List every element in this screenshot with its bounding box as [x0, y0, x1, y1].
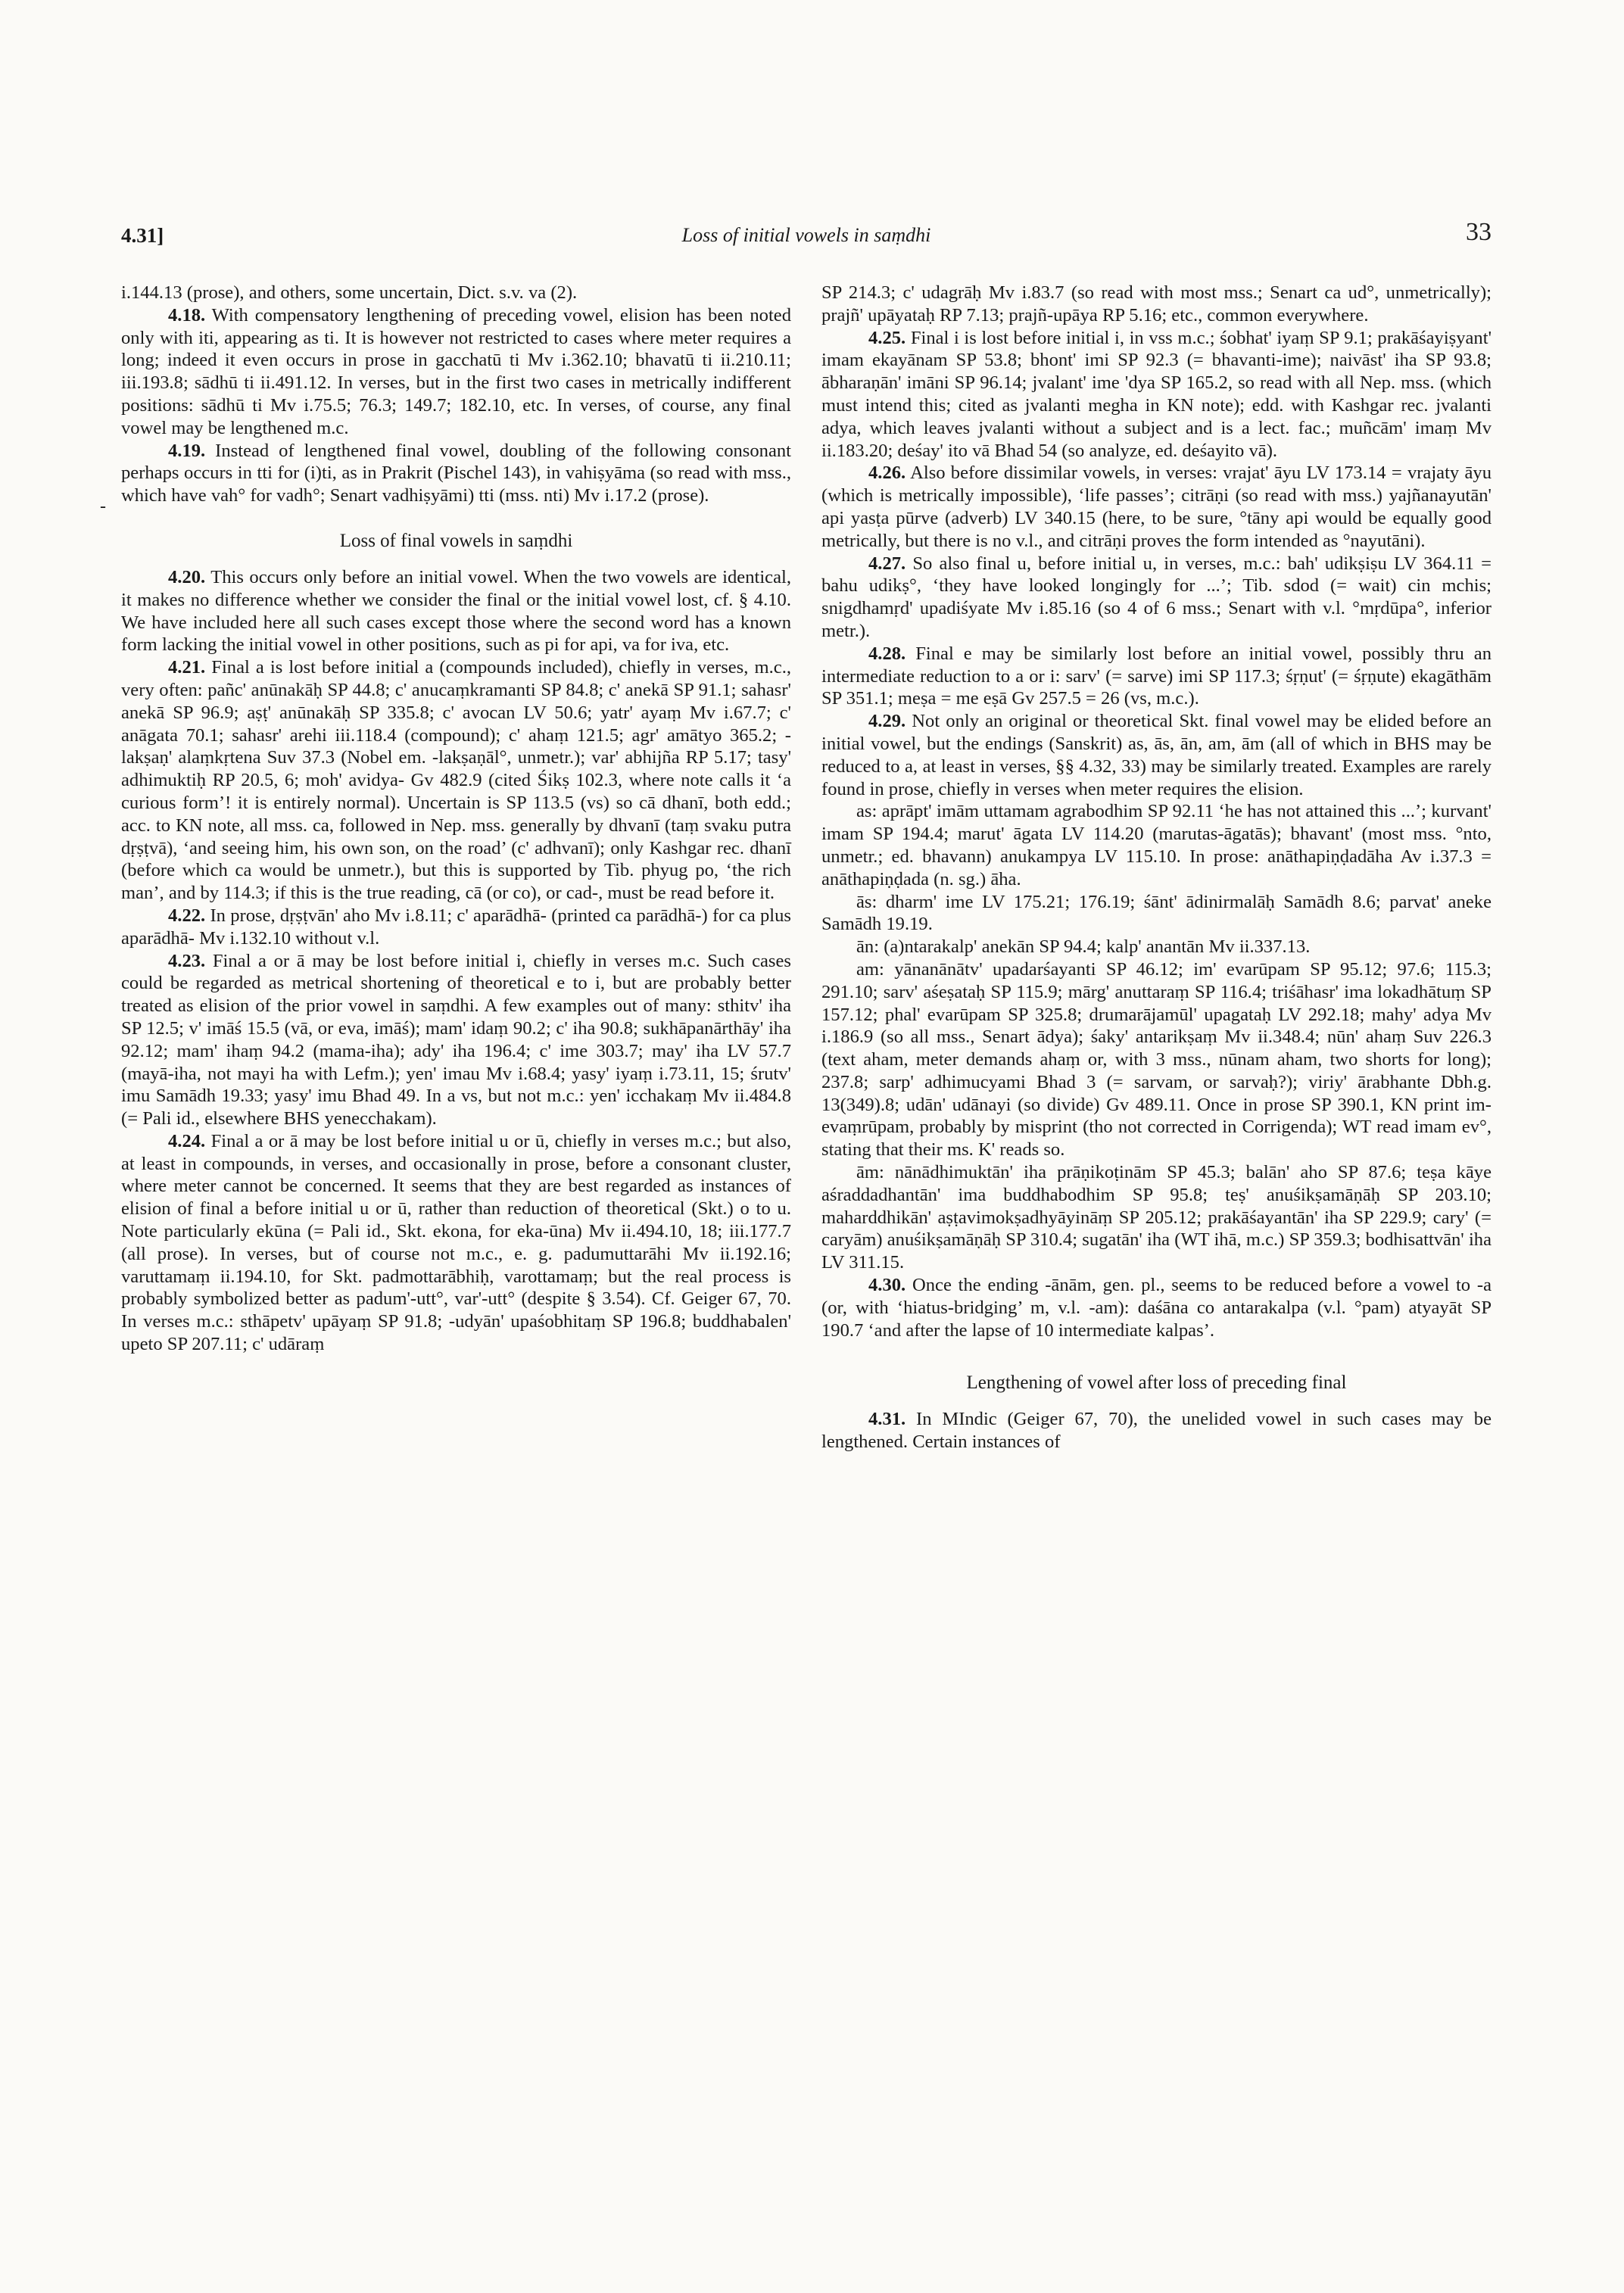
section-number: 4.31] [121, 224, 164, 247]
paragraph-text: In prose, dṛṣṭvān' aho Mv i.8.11; c' aparādhā- (printed ca parādhā-) for ca plus aparādhā- Mv i.132.10 without v.l. [121, 905, 791, 949]
section-number: 4.29. [868, 711, 906, 732]
section-heading: Lengthening of vowel after loss of preceding final [966, 1372, 1347, 1394]
paragraph-text: Final a is lost before initial a (compounds included), chiefly in verses, m.c., very often: pañc' anūnakāḥ SP 44.8; c' anucaṃkramanti SP 84.8; c' anekā SP 91.1; sahasr' anekā SP 96.9; aṣṭ' anūnakāḥ SP 335.8; c' avocan LV 50.6; yatr' ayaṃ Mv i.67.7; c' anāgata 70.1; sahasr' arehi iii.118.4 (compound); c' ahaṃ 121.5; agr' amātyo 365.2; -lakṣaṇ' alaṃkṛtena Suv 37.3 (Nobel em. -lakṣaṇāl°, unmetr.); var' abhijña RP 5.17; tasy' adhimuktiḥ RP 20.5, 6; moh' avidya- Gv 482.9 (cited Śikṣ 102.3, where note calls it ‘a curious form’! it is entirely normal). Uncertain is SP 113.5 (vs) so cā dhanī, both edd.; acc. to KN note, all mss. ca, followed in Nep. mss. generally by dhvanī (taṃ svaku putra dṛṣṭvā), ‘and seeing him, his own son, on the road’ (c' adhvanī); only Kashgar rec. dhanī (before which ca would be unmetr.), but this is supported by Tib. phyug po, ‘the rich man’, and by 114.3; if this is the true reading, cā (or co), or cad-, must be read before it. [121, 657, 791, 904]
paragraph-4-26 [821, 462, 1492, 552]
paragraph-text: Instead of lengthened final vowel, doubling of the following consonant perhaps occurs in tti for (i)ti, as in Prakrit (Pischel 143), in vahiṣyāma (so read with mss., which have vah° for vadh°; Senart vadhiṣyāmi) tti (mss. nti) Mv i.17.2 (prose). [121, 440, 791, 506]
paragraph-4-30 [821, 1274, 1492, 1341]
paragraph-4-29 [821, 710, 1492, 800]
paragraph-4-20 [121, 566, 791, 656]
paragraph: SP 214.3; c' udagrāḥ Mv i.83.7 (so read with most mss.; Senart ca ud°, unmetrically); prajñ' upāyataḥ RP 7.13; prajñ-upāya RP 5.16; etc., common everywhere. [821, 282, 1492, 326]
paragraph-4-24 [121, 1130, 791, 1356]
paragraph-text: Not only an original or theoretical Skt. final vowel may be elided before an initial vowel, but the endings (Sanskrit) as, ās, ān, am, ām (all of which in BHS may be reduced to a, at least in verses, §§ 4.32, 33) may be similarly treated. Examples are rarely found in prose, chiefly in verses when meter requires the elision. [821, 711, 1492, 799]
paragraph-4-27 [821, 553, 1492, 643]
example-as: as: aprāpt' imām uttamam agrabodhim SP 92.11 ‘he has not attained this ...’; kurvant' imam SP 194.4; marut' āgata LV 114.20 (marutas-āgatās); bhavant' (most mss. °nto, unmetr.; ed. bhavann) anukampya LV 115.10. In prose: anāthapiṇḍadāha Av i.37.3 = anāthapiṇḍada (n. sg.) āha. [821, 801, 1492, 889]
section-number: 4.27. [868, 553, 906, 574]
paragraph-text: Final i is lost before initial i, in vss m.c.; śobhat' iyaṃ SP 9.1; prakāśayiṣyant' imam ekayānam SP 53.8; bhont' imi SP 92.3 (= bhavanti-ime); naivāst' iha SP 93.8; ābharaṇān' imāni SP 96.14; jvalant' ime 'dya SP 165.2, so read with all Nep. mss. (which must intend this; cited as jvalanti megha in KN note); edd. with Kashgar rec. jvalanti adya, which leaves jvalanti without a subject and is a lect. fac.; muñcām' imaṃ Mv ii.183.20; deśay' ito vā Bhad 54 (so analyze, ed. deśayito vā). [821, 327, 1492, 461]
paragraph-4-23 [121, 950, 791, 1130]
page-number: 33 [1466, 218, 1492, 246]
paragraph-4-25 [821, 327, 1492, 463]
section-number: 4.23. [168, 950, 206, 971]
paragraph-text: In MIndic (Geiger 67, 70), the unelided vowel in such cases may be lengthened. Certain instances of [821, 1409, 1492, 1453]
paragraph-text: Final a or ā may be lost before initial i, chiefly in verses m.c. Such cases could be regarded as metrical shortening of theoretical e to i, but are probably better treated as elision of the prior vowel in saṃdhi. A few examples out of many: sthitv' iha SP 12.5; v' imāś 15.5 (vā, or eva, imāś); mam' idaṃ 90.2; c' iha 90.8; sukhāpanārthāy' iha 92.12; mam' ihaṃ 94.2 (mama-iha); ady' iha 196.4; c' ime 303.7; may' iha LV 57.7 (mayā-iha, not mayi ha with Lefm.); yen' imau Mv i.68.4; yasy' iyaṃ i.73.11, 15; śrutv' imu Samādh 19.33; yasy' imu Bhad 49. In a vs, but not m.c.: yen' icchakaṃ Mv ii.484.8 (= Pali id., elsewhere BHS yenecchakam). [121, 950, 791, 1129]
section-number: 4.20. [168, 566, 206, 587]
section-number: 4.18. [168, 304, 206, 326]
section-number: 4.21. [168, 657, 206, 678]
paragraph-4-28 [821, 643, 1492, 710]
paragraph-4-22 [121, 905, 791, 950]
paragraph-text: Once the ending -ānām, gen. pl., seems to be reduced before a vowel to -a (or, with ‘hiatus-bridging’ m, v.l. -am): daśāna co antarakalpa (v.l. °pam) atyayāt SP 190.7 ‘and after the lapse of 10 intermediate kalpas’. [821, 1275, 1492, 1341]
running-title: Loss of initial vowels in saṃdhi [681, 224, 931, 246]
paragraph-4-21 [121, 656, 791, 905]
paragraph-text: This occurs only before an initial vowel. When the two vowels are identical, it makes no difference whether we consider the final or the initial vowel lost, cf. § 4.10. We have included here all such cases except those where the second word has a known form lacking the initial vowel in other positions, such as pi for api, va for iva, etc. [121, 566, 791, 656]
right-column [821, 282, 1492, 1453]
example-aas: ās: dharm' ime LV 175.21; 176.19; śānt' ādinirmalāḥ Samādh 8.6; parvat' aneke Samādh 19.19. [821, 891, 1492, 935]
section-heading: Loss of final vowels in saṃdhi [339, 530, 573, 551]
example-am: am: yānanānātv' upadarśayanti SP 46.12; im' evarūpam SP 95.12; 97.6; 115.3; 291.10; sarv' aśeṣataḥ SP 115.9; mārg' anuttaraṃ SP 116.4; triśāhasr' ima lokadhātuṃ SP 157.12; phal' evarūpam SP 325.8; drumarājamūl' upagataḥ LV 292.18; mahy' adya Mv i.186.9 (so all mss., Senart ādya); śaky' antarikṣaṃ Mv ii.348.4; nūn' ahaṃ Suv 226.3 (text aham, meter demands ahaṃ or, with 3 mss., nūnam aham, two shorts for long); 237.8; sarp' adhimucyami Bhad 3 (= sarvam, or sarvaḥ?); viriy' ārabhante Dbh.g. 13(349).8; udān' udānayi (so divide) Gv 489.11. Once in prose SP 390.1, KN print im-evaṃrūpam, probably by misprint (tho not corrected in Corrigenda); WT read imam ev°, stating that their ms. K' reads so. [821, 958, 1492, 1161]
paragraph-text: With compensatory lengthening of preceding vowel, elision has been noted only with iti, appearing as ti. It is however not restricted to cases where meter requires a long; indeed it even occurs in prose in gacchatū ti Mv i.362.10; bhavatū ti ii.210.11; iii.193.8; sādhū ti ii.491.12. In verses, but in the first two cases in metrically indifferent positions: sādhū ti Mv i.75.5; 76.3; 149.7; 182.10, etc. In verses, of course, any final vowel may be lengthened m.c. [121, 304, 791, 438]
paragraph-4-18 [121, 304, 791, 440]
section-number: 4.19. [168, 440, 206, 461]
section-number: 4.22. [168, 905, 206, 926]
section-number: 4.25. [868, 327, 906, 348]
paragraph-text: Also before dissimilar vowels, in verses: vrajat' āyu LV 173.14 = vrajaty āyu (which is metrically impossible), ‘life passes’; citrāṇi (so read with mss.) yajñanayutān' api yasṭa pūrve (adverb) LV 340.15 (here, to be sure, °tāny api would be equally good metrically, but there is no v.l., and citrāṇi proves the form intended as °nayutāni). [821, 463, 1492, 551]
paragraph-text: Final a or ā may be lost before initial u or ū, chiefly in verses m.c.; but also, at least in compounds, in verses, and occasionally in prose, before a consonant cluster, where meter cannot be concerned. It seems that they are best regarded as instances of elision of final a before initial u or ū, rather than reduction of theoretical (Skt.) o to u. Note particularly ekūna (= Pali id., Skt. ekona, for eka-ūna) Mv ii.494.10, 18; iii.177.7 (all prose). In verses, but of course not m.c., e. g. padumuttarāhi Mv ii.192.16; varuttamaṃ ii.194.10, for Skt. padmottarābhiḥ, varottamaṃ; but the real process is probably symbolized better as padum'-utt°, var'-utt° (despite § 3.54). Cf. Geiger 67, 70. In verses m.c.: sthāpetv' upāyaṃ SP 91.8; -udyān' upaśobhitaṃ SP 196.8; buddhabalen' upeto SP 207.11; c' udāraṃ [121, 1130, 791, 1355]
section-number: 4.28. [868, 643, 906, 664]
paragraph-4-31 [821, 1408, 1492, 1453]
paragraph-text: So also final u, before initial u, in verses, m.c.: bah' udikṣiṣu LV 364.11 = bahu udikṣ°, ‘they have looked longingly for ...’; Tib. sdod (= wait) cin mchis; snigdhamṛd' upadiśyate Mv i.85.16 (so 4 of 6 mss.; Senart with v.l. °mṛdūpa°, inferior metr.). [821, 553, 1492, 641]
paragraph: i.144.13 (prose), and others, some uncertain, Dict. s.v. va (2). [121, 282, 578, 303]
section-number: 4.24. [168, 1130, 206, 1151]
running-header [121, 218, 1492, 262]
section-number: 4.31. [868, 1409, 906, 1430]
paragraph-4-19 [121, 440, 791, 507]
section-number: 4.26. [868, 463, 906, 484]
example-aan: ān: (a)ntarakalp' anekān SP 94.4; kalp' anantān Mv ii.337.13. [856, 936, 1311, 958]
paragraph-text: Final e may be similarly lost before an initial vowel, possibly thru an intermediate reduction to a or i: sarv' (= sarve) imi SP 117.3; śṛṇut' (= śṛṇute) ekagāthām SP 351.1; meṣa = me eṣā Gv 257.5 = 26 (vs, m.c.). [821, 643, 1492, 709]
section-number: 4.30. [868, 1275, 906, 1296]
margin-mark: - [100, 497, 106, 516]
example-aam: ām: nānādhimuktān' iha prāṇikoṭinām SP 45.3; balān' aho SP 87.6; teṣa kāye aśraddadhantān' ima buddhabodhim SP 95.8; teṣ' anuśikṣamāṇāḥ SP 203.10; maharddhikān' aṣṭavimokṣadhyāyināṃ SP 205.12; prakāśayantān' iha SP 229.9; cary' (= caryām) anuśikṣamāṇāḥ SP 310.4; sugatān' iha (WT ihā, m.c.) SP 359.3; bodhisattvān' iha LV 311.15. [821, 1162, 1492, 1273]
left-column [121, 282, 791, 1356]
